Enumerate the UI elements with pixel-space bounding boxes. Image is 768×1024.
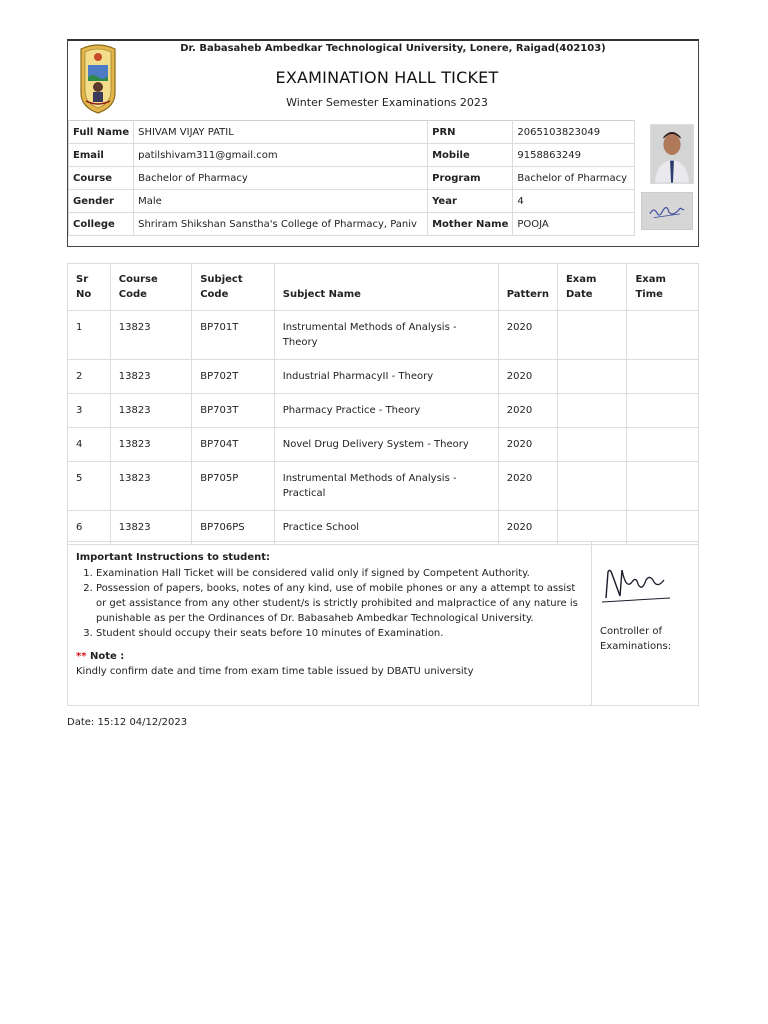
cell-pattern: 2020 bbox=[498, 394, 557, 428]
cell-sr: 4 bbox=[68, 428, 111, 462]
gender-value: Male bbox=[134, 190, 428, 213]
page-title: EXAMINATION HALL TICKET bbox=[275, 68, 499, 87]
mother-name-label: Mother Name bbox=[428, 213, 513, 236]
cell-exam-time bbox=[627, 462, 699, 511]
cell-exam-date bbox=[557, 394, 627, 428]
email-value: patilshivam311@gmail.com bbox=[134, 144, 428, 167]
cell-sr: 2 bbox=[68, 360, 111, 394]
instructions-divider bbox=[591, 542, 592, 705]
controller-signature bbox=[598, 560, 676, 610]
college-label: College bbox=[69, 213, 134, 236]
instruction-item: 3. Student should occupy their seats before 10 minutes of Examination. bbox=[96, 626, 588, 641]
cell-subject-name: Industrial PharmacyII - Theory bbox=[274, 360, 498, 394]
cell-sr: 1 bbox=[68, 311, 111, 360]
col-subject-code: Subject Code bbox=[192, 264, 275, 311]
table-row bbox=[68, 511, 699, 545]
student-info-table bbox=[68, 120, 635, 236]
full-name-value: SHIVAM VIJAY PATIL bbox=[134, 121, 428, 144]
program-label: Program bbox=[428, 167, 513, 190]
table-row bbox=[68, 394, 699, 428]
cell-subject-name: Novel Drug Delivery System - Theory bbox=[274, 428, 498, 462]
cell-exam-date bbox=[557, 360, 627, 394]
year-label: Year bbox=[428, 190, 513, 213]
cell-exam-time bbox=[627, 428, 699, 462]
instruction-item: 1. Examination Hall Ticket will be considered valid only if signed by Competent Authority. bbox=[96, 566, 588, 581]
cell-exam-time bbox=[627, 360, 699, 394]
prn-value: 2065103823049 bbox=[513, 121, 635, 144]
hall-ticket-header bbox=[67, 39, 699, 247]
year-value: 4 bbox=[513, 190, 635, 213]
course-value: Bachelor of Pharmacy bbox=[134, 167, 428, 190]
mobile-label: Mobile bbox=[428, 144, 513, 167]
cell-subject-code: BP706PS bbox=[192, 511, 275, 545]
instructions-list bbox=[76, 566, 588, 641]
controller-label: Controller of Examinations: bbox=[600, 626, 672, 652]
cell-course-code: 13823 bbox=[110, 311, 191, 360]
cell-exam-date bbox=[557, 428, 627, 462]
info-row bbox=[69, 144, 635, 167]
university-name: Dr. Babasaheb Ambedkar Technological University, Lonere, Raigad(402103) bbox=[180, 43, 606, 54]
cell-pattern: 2020 bbox=[498, 462, 557, 511]
cell-exam-date bbox=[557, 462, 627, 511]
exam-session: Winter Semester Examinations 2023 bbox=[286, 96, 488, 109]
col-pattern: Pattern bbox=[498, 264, 557, 311]
cell-subject-name: Practice School bbox=[274, 511, 498, 545]
col-subject-name: Subject Name bbox=[274, 264, 498, 311]
college-value: Shriram Shikshan Sanstha's College of Pharmacy, Paniv bbox=[134, 213, 428, 236]
cell-pattern: 2020 bbox=[498, 311, 557, 360]
table-row bbox=[68, 360, 699, 394]
cell-exam-date bbox=[557, 511, 627, 545]
info-row bbox=[69, 213, 635, 236]
cell-exam-time bbox=[627, 394, 699, 428]
note-text: Kindly confirm date and time from exam time table issued by DBATU university bbox=[76, 666, 474, 677]
cell-subject-code: BP701T bbox=[192, 311, 275, 360]
email-label: Email bbox=[69, 144, 134, 167]
mother-name-value: POOJA bbox=[513, 213, 635, 236]
cell-course-code: 13823 bbox=[110, 428, 191, 462]
instructions-box bbox=[67, 541, 699, 706]
subjects-header-row bbox=[68, 264, 699, 311]
cell-sr: 5 bbox=[68, 462, 111, 511]
course-label: Course bbox=[69, 167, 134, 190]
note-label: Note : bbox=[89, 651, 125, 662]
col-course-code: Course Code bbox=[110, 264, 191, 311]
prn-label: PRN bbox=[428, 121, 513, 144]
col-exam-date: Exam Date bbox=[557, 264, 627, 311]
cell-course-code: 13823 bbox=[110, 462, 191, 511]
cell-sr: 6 bbox=[68, 511, 111, 545]
mobile-value: 9158863249 bbox=[513, 144, 635, 167]
info-row bbox=[69, 167, 635, 190]
note-heading bbox=[76, 649, 588, 664]
cell-subject-name: Instrumental Methods of Analysis - Practical bbox=[274, 462, 498, 511]
cell-course-code: 13823 bbox=[110, 511, 191, 545]
table-row bbox=[68, 462, 699, 511]
program-value: Bachelor of Pharmacy bbox=[513, 167, 635, 190]
student-photo bbox=[650, 124, 694, 184]
cell-subject-code: BP702T bbox=[192, 360, 275, 394]
cell-pattern: 2020 bbox=[498, 511, 557, 545]
instruction-item: 2. Possession of papers, books, notes of any kind, use of mobile phones or any a attempt to assist or get assistance from any other student/s is strictly prohibited and malpractice of any nature is punishable as per the Ordinances of Dr. Babasaheb Ambedkar Technological University. bbox=[96, 581, 588, 626]
cell-course-code: 13823 bbox=[110, 394, 191, 428]
cell-course-code: 13823 bbox=[110, 360, 191, 394]
cell-subject-code: BP703T bbox=[192, 394, 275, 428]
cell-subject-code: BP704T bbox=[192, 428, 275, 462]
student-signature bbox=[641, 192, 693, 230]
subjects-table bbox=[67, 263, 699, 545]
cell-subject-name: Instrumental Methods of Analysis - Theory bbox=[274, 311, 498, 360]
col-exam-time: Exam Time bbox=[627, 264, 699, 311]
info-row bbox=[69, 190, 635, 213]
cell-exam-date bbox=[557, 311, 627, 360]
full-name-label: Full Name bbox=[69, 121, 134, 144]
note-stars: ** bbox=[76, 651, 87, 662]
cell-pattern: 2020 bbox=[498, 428, 557, 462]
cell-sr: 3 bbox=[68, 394, 111, 428]
cell-subject-code: BP705P bbox=[192, 462, 275, 511]
cell-pattern: 2020 bbox=[498, 360, 557, 394]
cell-exam-time bbox=[627, 311, 699, 360]
instructions-heading: Important Instructions to student: bbox=[76, 552, 271, 563]
issue-date: Date: 15:12 04/12/2023 bbox=[67, 717, 188, 728]
gender-label: Gender bbox=[69, 190, 134, 213]
table-row bbox=[68, 428, 699, 462]
instructions-panel bbox=[76, 550, 588, 679]
col-sr-no: Sr No bbox=[68, 264, 111, 311]
info-row bbox=[69, 121, 635, 144]
cell-subject-name: Pharmacy Practice - Theory bbox=[274, 394, 498, 428]
cell-exam-time bbox=[627, 511, 699, 545]
table-row bbox=[68, 311, 699, 360]
